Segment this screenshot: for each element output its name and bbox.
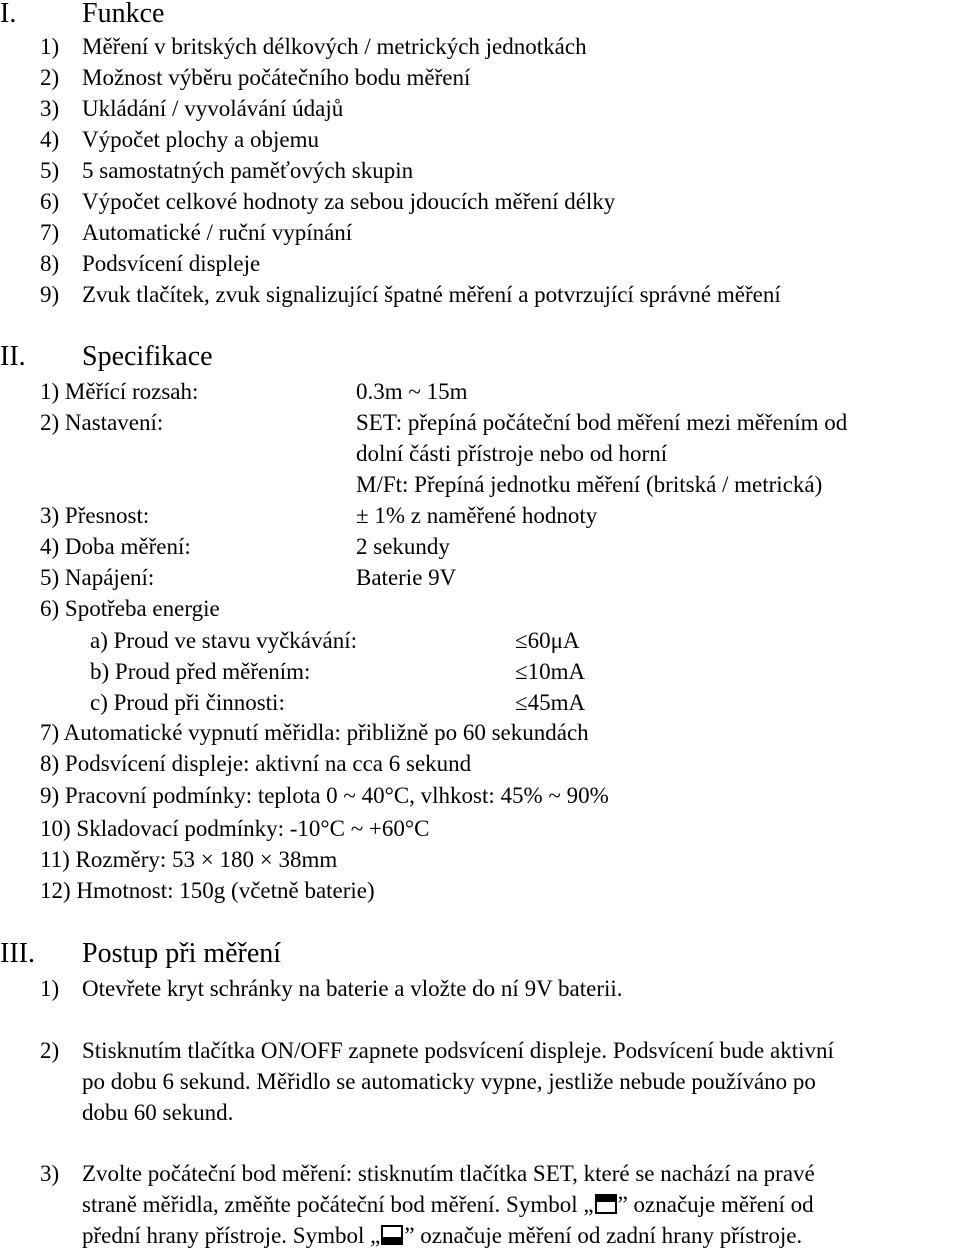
list-item-number: 5) <box>40 158 60 183</box>
list-item-number: 9) <box>40 282 60 307</box>
list-item-text: Ukládání / vyvolávání údajů <box>82 96 344 121</box>
spec-value: 2 sekundy <box>356 534 450 559</box>
section-title: Postup při měření <box>82 938 282 969</box>
spec-label: 5) Napájení: <box>40 565 155 590</box>
spec-label: 4) Doba měření: <box>40 534 191 559</box>
list-item-text: Zvuk tlačítek, zvuk signalizující špatné měření a potvrzující správné měření <box>82 282 781 307</box>
spec-value: Baterie 9V <box>356 565 457 590</box>
list-item-number: 2) <box>40 65 60 90</box>
step-text: ” označuje měření od zadní hrany přístroje. <box>404 1223 803 1248</box>
list-item-number: 3) <box>40 96 60 121</box>
list-item-text: Výpočet plochy a objemu <box>82 127 319 152</box>
list-item-text: Výpočet celkové hodnoty za sebou jdoucích měření délky <box>82 189 616 214</box>
list-item-number: 8) <box>40 251 60 276</box>
step-text: Zvolte počáteční bod měření: stisknutím tlačítka SET, které se nachází na pravé <box>82 1161 815 1186</box>
list-item-number: 4) <box>40 127 60 152</box>
spec-sublabel: c) Proud při činnosti: <box>90 690 285 715</box>
spec-line: 8) Podsvícení displeje: aktivní na cca 6 sekund <box>40 751 472 776</box>
step-text: straně měřidla, změňte počáteční bod měření. Symbol „ <box>82 1192 594 1217</box>
spec-line: 11) Rozměry: 53 × 180 × 38mm <box>40 847 338 872</box>
list-item-text: 5 samostatných paměťových skupin <box>82 158 414 183</box>
step-number: 1) <box>40 976 60 1001</box>
section-number: I. <box>0 0 17 29</box>
step-text: dobu 60 sekund. <box>82 1100 234 1125</box>
section-number: III. <box>0 938 35 969</box>
list-item-text: Možnost výběru počátečního bodu měření <box>82 65 471 90</box>
spec-line: 12) Hmotnost: 150g (včetně baterie) <box>40 878 375 903</box>
spec-sublabel: a) Proud ve stavu vyčkávání: <box>90 628 357 653</box>
list-item-text: Automatické / ruční vypínání <box>82 220 353 245</box>
spec-label: 2) Nastavení: <box>40 410 164 435</box>
spec-value: M/Ft: Přepíná jednotku měření (britská / metrická) <box>356 472 823 497</box>
section-title: Specifikace <box>82 341 213 372</box>
spec-label: 3) Přesnost: <box>40 503 150 528</box>
step-text: ” označuje měření od <box>617 1192 814 1217</box>
front-edge-icon <box>595 1194 617 1214</box>
list-item-number: 7) <box>40 220 60 245</box>
spec-value: 0.3m ~ 15m <box>356 379 468 404</box>
list-item-text: Měření v britských délkových / metrických jednotkách <box>82 34 587 59</box>
rear-edge-icon <box>381 1225 403 1245</box>
spec-subvalue: ≤10mA <box>515 659 586 684</box>
step-text: po dobu 6 sekund. Měřidlo se automaticky vypne, jestliže nebude používáno po <box>82 1069 816 1094</box>
section-title: Funkce <box>82 0 165 29</box>
spec-sublabel: b) Proud před měřením: <box>90 659 311 684</box>
spec-value: dolní části přístroje nebo od horní <box>356 441 668 466</box>
spec-subvalue: ≤45mA <box>515 690 586 715</box>
step-text-line <box>82 1220 802 1251</box>
spec-label: 6) Spotřeba energie <box>40 596 220 621</box>
spec-line: 7) Automatické vypnutí měřidla: přibližně po 60 sekundách <box>40 720 589 745</box>
section-number: II. <box>0 341 26 372</box>
step-number: 2) <box>40 1038 60 1063</box>
step-number: 3) <box>40 1161 60 1186</box>
list-item-text: Podsvícení displeje <box>82 251 261 276</box>
step-text-line <box>82 1189 814 1220</box>
spec-line: 10) Skladovací podmínky: -10°C ~ +60°C <box>40 816 430 841</box>
list-item-number: 6) <box>40 189 60 214</box>
spec-subvalue: ≤60μA <box>515 628 580 653</box>
step-text: Stisknutím tlačítka ON/OFF zapnete podsvícení displeje. Podsvícení bude aktivní <box>82 1038 834 1063</box>
spec-value: ± 1% z naměřené hodnoty <box>356 503 598 528</box>
spec-line: 9) Pracovní podmínky: teplota 0 ~ 40°C, vlhkost: 45% ~ 90% <box>40 783 609 808</box>
step-text: Otevřete kryt schránky na baterie a vložte do ní 9V baterii. <box>82 976 623 1001</box>
list-item-number: 1) <box>40 34 60 59</box>
spec-label: 1) Měřící rozsah: <box>40 379 199 404</box>
step-text: přední hrany přístroje. Symbol „ <box>82 1223 381 1248</box>
spec-value: SET: přepíná počáteční bod měření mezi měřením od <box>356 410 848 435</box>
